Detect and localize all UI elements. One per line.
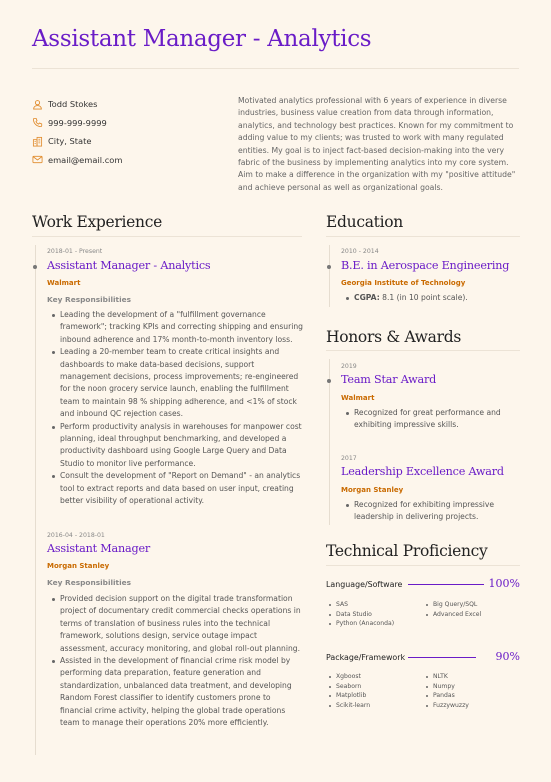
list-item: Xgboost xyxy=(326,672,370,682)
award-org: Walmart xyxy=(341,394,375,402)
job-title: Assistant Manager xyxy=(47,542,151,555)
skill-list xyxy=(423,672,469,711)
work-timeline xyxy=(35,245,36,755)
education-dates: 2010 - 2014 xyxy=(341,248,379,255)
phone-icon xyxy=(32,117,43,128)
award-year: 2017 xyxy=(341,455,357,462)
honors-divider xyxy=(326,350,520,351)
email-icon xyxy=(32,154,43,165)
list-item: SAS xyxy=(326,600,394,610)
list-item: Leading a 20-member team to create critical insights and dashboards to make data-based decisions, support management decisions, process improvements; re-engineered for the noon grocery service launch, enabling the fulfillment team to maintain 98 % shipping adherence, and <1% of stock and inbound QC rejection cases. xyxy=(47,346,305,420)
honors-heading: Honors & Awards xyxy=(326,328,461,346)
list-item: Matplotlib xyxy=(326,691,370,701)
award-bullets xyxy=(341,407,521,432)
skill-list xyxy=(326,600,394,629)
skill-percent: 90% xyxy=(495,650,520,663)
contact-phone-row xyxy=(32,114,122,133)
contact-phone[interactable]: 999-999-9999 xyxy=(48,117,107,128)
list-item: Numpy xyxy=(423,682,469,692)
contact-location-row xyxy=(32,132,122,151)
contact-block xyxy=(32,95,122,169)
list-item: Scikit-learn xyxy=(326,701,370,711)
work-heading: Work Experience xyxy=(32,213,162,231)
skill-group-name: Language/Software xyxy=(326,580,403,589)
education-bullets xyxy=(341,292,521,304)
list-item: Seaborn xyxy=(326,682,370,692)
contact-email-row xyxy=(32,151,122,170)
list-item: Pandas xyxy=(423,691,469,701)
skills-heading: Technical Proficiency xyxy=(326,542,488,560)
job-company: Walmart xyxy=(47,279,81,287)
list-item: Recognized for exhibiting impressive leadership in delivering projects. xyxy=(341,499,521,524)
job-subhead: Key Responsibilities xyxy=(47,295,132,304)
contact-location: City, State xyxy=(48,136,92,147)
skill-level-bar xyxy=(408,584,484,585)
job-dates: 2016-04 - 2018-01 xyxy=(47,532,105,539)
list-item: Perform productivity analysis in warehouses for manpower cost planning, ideal throughput benchmarking, and developed a productivity dashboard using Google Large Query and Data Studio to monitor live performance. xyxy=(47,421,305,471)
resume-title: Assistant Manager - Analytics xyxy=(32,26,372,52)
list-item: Leading the development of a "fulfillment governance framework"; tracking KPIs and correcting shipping and ensuring inbound adherence and 17% month-to-month inventory loss. xyxy=(47,309,305,346)
timeline-dot xyxy=(327,265,331,269)
list-item: Big Query/SQL xyxy=(423,600,481,610)
person-icon xyxy=(32,99,43,110)
job-bullets xyxy=(47,593,305,729)
education-heading: Education xyxy=(326,213,403,231)
list-item: NLTK xyxy=(423,672,469,682)
contact-name-row xyxy=(32,95,122,114)
job-company: Morgan Stanley xyxy=(47,562,110,570)
skills-divider xyxy=(326,565,520,566)
timeline-dot xyxy=(327,379,331,383)
job-title: Assistant Manager - Analytics xyxy=(47,259,211,272)
list-item: Advanced Excel xyxy=(423,610,481,620)
list-item: Fuzzywuzzy xyxy=(423,701,469,711)
skill-list xyxy=(423,600,481,619)
award-year: 2019 xyxy=(341,363,357,370)
honors-timeline xyxy=(329,359,330,525)
award-title: Team Star Award xyxy=(341,373,437,386)
job-dates: 2018-01 - Present xyxy=(47,248,103,255)
work-divider xyxy=(32,236,302,237)
skill-percent: 100% xyxy=(488,577,520,590)
header-divider xyxy=(32,68,519,69)
list-item: Consult the development of "Report on Demand" - an analytics tool to extract reports and data based on user input, creating better visibility of operational activity. xyxy=(47,470,305,507)
job-subhead: Key Responsibilities xyxy=(47,578,132,587)
timeline-dot xyxy=(33,265,37,269)
gpa-label: CGPA: xyxy=(354,293,380,302)
degree-title: B.E. in Aerospace Engineering xyxy=(341,259,510,272)
contact-email[interactable]: email@email.com xyxy=(48,154,123,165)
award-title: Leadership Excellence Award xyxy=(341,465,504,478)
skill-list xyxy=(326,672,370,711)
list-item: Python (Anaconda) xyxy=(326,619,394,629)
education-divider xyxy=(326,236,520,237)
list-item: Assisted in the development of financial crime risk model by performing data preparation, feature generation and standardization, unbalanced data treatment, and developing Random Forest classifier to identify customers prone to financial crime activity, helping the global trade operations team to manage their operations 20% more efficiently. xyxy=(47,655,305,729)
contact-name: Todd Stokes xyxy=(48,99,98,110)
school-name: Georgia Institute of Technology xyxy=(341,279,466,287)
summary-text: Motivated analytics professional with 6 years of experience in diverse industries, business value creation from data through information, analytics, and technology best practices. Known for my commitment to adding value to my clients; was trusted to work with many regulated entities. My goal is to inject fact-based decision-making into the very fabric of the business by implementing analytics into my core system. Aim to make a difference in the organization with my "positive attitude" and achieve personal as well as organizational goals. xyxy=(238,96,516,192)
award-org: Morgan Stanley xyxy=(341,486,404,494)
gpa-value: 8.1 (in 10 point scale). xyxy=(379,293,468,302)
list-item: Recognized for great performance and exhibiting impressive skills. xyxy=(341,407,521,432)
list-item: Provided decision support on the digital trade transformation project of documentary credit commercial checks operations in terms of translation of business rules into the technical framework, solutions design, service outage impact assessment, accuracy monitoring, and global roll-out planning. xyxy=(47,593,305,655)
job-bullets xyxy=(47,309,305,508)
education-timeline xyxy=(329,245,330,307)
award-bullets xyxy=(341,499,521,524)
building-icon xyxy=(32,136,43,147)
list-item: Data Studio xyxy=(326,610,394,620)
skill-level-bar xyxy=(408,657,476,658)
gpa-item xyxy=(341,292,521,304)
skill-group-name: Package/Framework xyxy=(326,653,406,662)
